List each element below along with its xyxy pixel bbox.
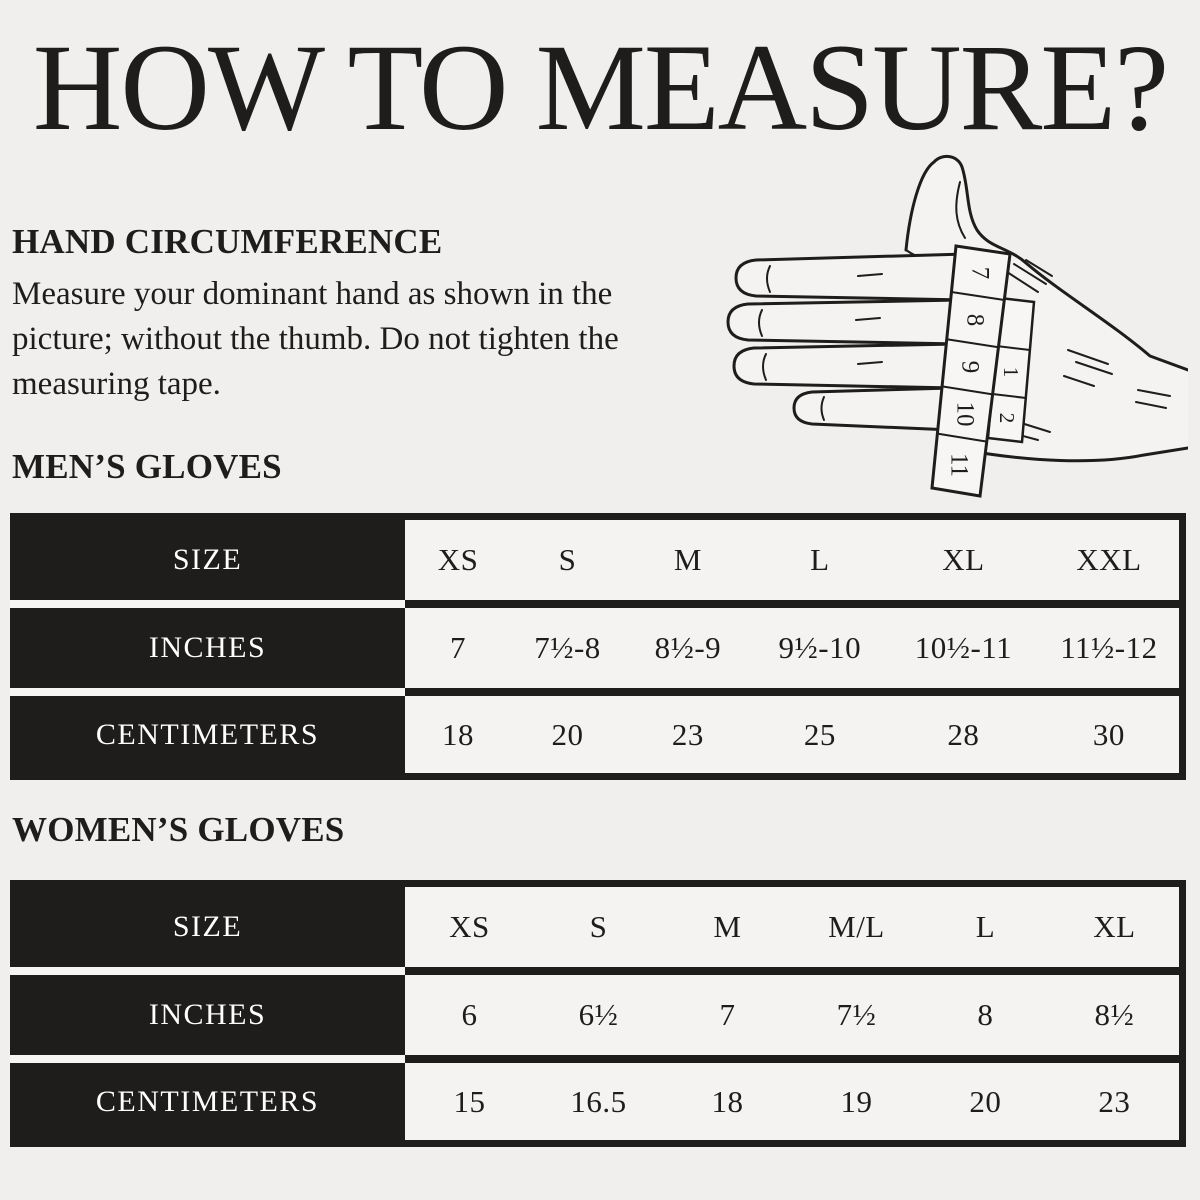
- value-cell: 6½: [578, 997, 619, 1032]
- value-cell: M/L: [828, 909, 885, 944]
- value-cell: L: [975, 909, 996, 944]
- tape-number: 7: [966, 266, 994, 280]
- value-cell: 7½-8: [534, 630, 601, 665]
- tape-number: 1: [999, 366, 1023, 378]
- value-cell: 28: [947, 716, 980, 752]
- tape-number: 10: [951, 401, 979, 427]
- mens-gloves-heading: MEN’S GLOVES: [12, 447, 282, 486]
- value-cell: XL: [942, 542, 985, 577]
- value-cell: 18: [442, 716, 475, 752]
- value-cell: 7: [450, 630, 467, 665]
- value-cell: S: [589, 909, 608, 944]
- row-separator: [10, 967, 1179, 975]
- row-separator: [10, 1055, 1179, 1063]
- womens-gloves-heading: WOMEN’S GLOVES: [12, 810, 345, 849]
- row-values: [405, 608, 1179, 688]
- value-cell: 9½-10: [778, 630, 862, 665]
- table-row-centimeters: [10, 696, 1179, 773]
- value-cell: 11½-12: [1060, 630, 1158, 665]
- value-cell: 16.5: [570, 1083, 627, 1119]
- value-cell: 25: [803, 716, 836, 752]
- mens-size-table: [10, 513, 1186, 780]
- table-row-inches: [10, 608, 1179, 688]
- womens-size-table: [10, 880, 1186, 1147]
- value-cell: 15: [453, 1083, 486, 1119]
- table-row-centimeters: [10, 1063, 1179, 1140]
- value-cell: XXL: [1076, 542, 1142, 577]
- index-finger: [736, 254, 966, 300]
- table-row-size: [10, 520, 1179, 600]
- value-cell: 19: [840, 1083, 873, 1119]
- hand-circumference-description: Measure your dominant hand as shown in the picture; without the thumb. Do not tighten the measuring tape.: [12, 276, 619, 402]
- value-cell: 7½: [836, 997, 877, 1032]
- hand-circumference-heading: HAND CIRCUMFERENCE: [12, 222, 443, 261]
- tape-number: 2: [995, 412, 1019, 424]
- value-cell: 30: [1092, 716, 1125, 752]
- value-cell: 6: [461, 997, 478, 1032]
- value-cell: M: [713, 909, 742, 944]
- row-values: [405, 1063, 1179, 1140]
- row-values: [405, 696, 1179, 773]
- tape-number: 9: [956, 360, 984, 374]
- value-cell: XL: [1093, 909, 1136, 944]
- row-separator: [10, 688, 1179, 696]
- value-cell: 8½: [1094, 997, 1135, 1032]
- value-cell: XS: [449, 909, 490, 944]
- ring-finger: [734, 344, 956, 388]
- row-separator: [10, 600, 1179, 608]
- pinky-finger: [794, 388, 952, 430]
- value-cell: 10½-11: [914, 630, 1013, 665]
- row-label-cell: SIZE: [10, 887, 405, 967]
- row-values: [405, 887, 1179, 967]
- value-cell: 20: [551, 716, 584, 752]
- value-cell: 7: [719, 997, 736, 1032]
- value-cell: 18: [711, 1083, 744, 1119]
- row-values: [405, 975, 1179, 1055]
- row-values: [405, 520, 1179, 600]
- row-label-cell: CENTIMETERS: [10, 696, 405, 773]
- value-cell: 8: [977, 997, 994, 1032]
- value-cell: M: [673, 542, 702, 577]
- row-label-cell: SIZE: [10, 520, 405, 600]
- row-label-cell: INCHES: [10, 975, 405, 1055]
- value-cell: 8½-9: [654, 630, 722, 665]
- table-row-size: [10, 887, 1179, 967]
- value-cell: L: [810, 542, 830, 577]
- value-cell: 20: [969, 1083, 1002, 1119]
- value-cell: XS: [437, 542, 479, 577]
- table-row-inches: [10, 975, 1179, 1055]
- middle-finger: [728, 300, 960, 344]
- value-cell: 23: [671, 716, 704, 752]
- tape-number: 11: [945, 452, 973, 478]
- row-label-cell: CENTIMETERS: [10, 1063, 405, 1140]
- hand-with-measuring-tape-illustration: [708, 150, 1188, 500]
- page-title: HOW TO MEASURE?: [32, 19, 1168, 156]
- value-cell: 23: [1098, 1083, 1131, 1119]
- row-label-cell: INCHES: [10, 608, 405, 688]
- value-cell: S: [558, 542, 577, 577]
- tape-number: 8: [961, 313, 989, 327]
